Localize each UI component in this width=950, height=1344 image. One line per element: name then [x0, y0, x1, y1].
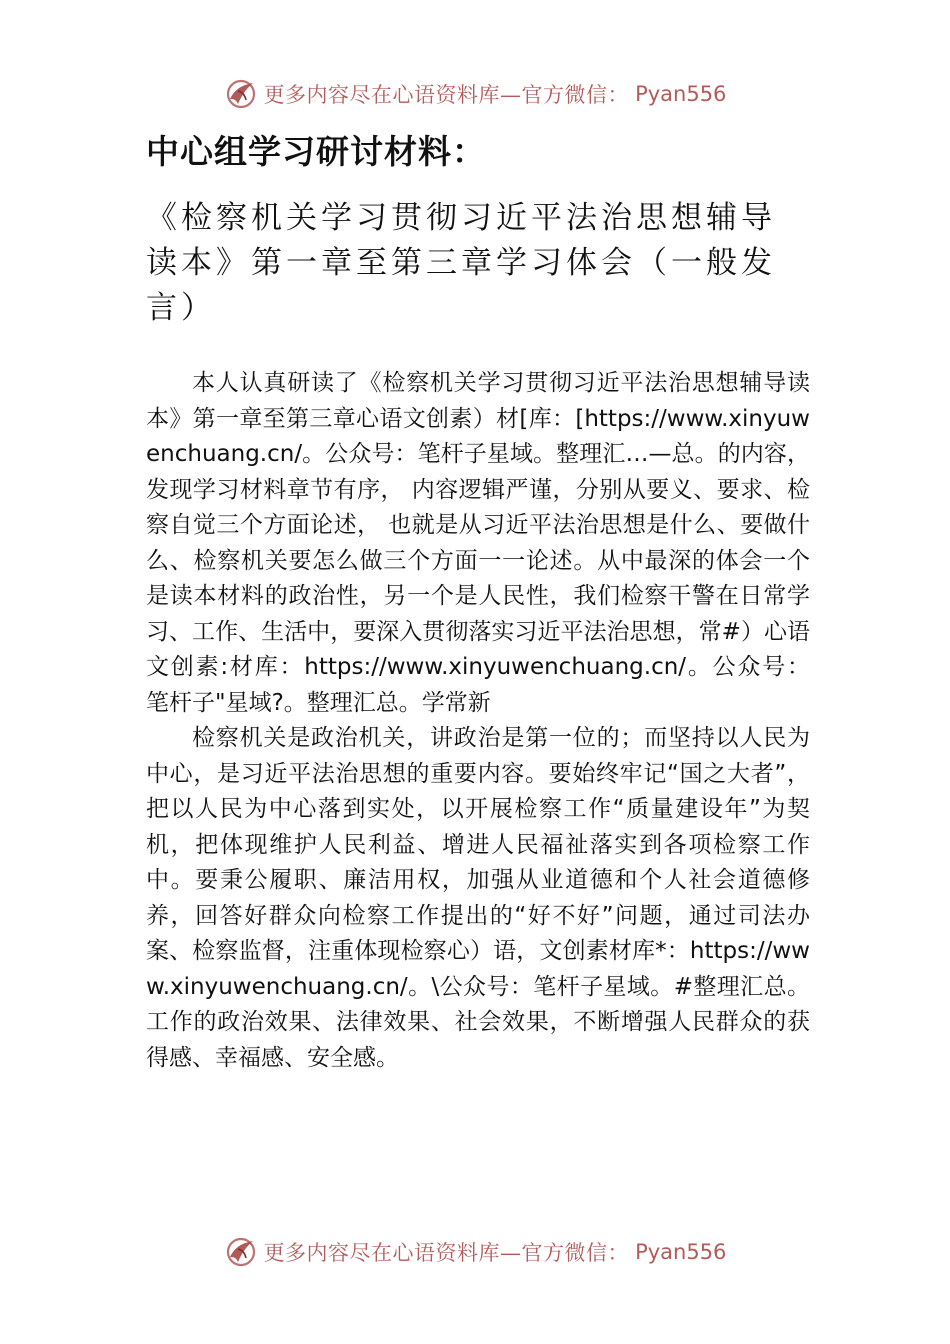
- document-subtitle: 《检察机关学习贯彻习近平法治思想辅导读本》第一章至第三章学习体会（一般发言）: [146, 200, 776, 326]
- body-paragraph-2: 检察机关是政治机关，讲政治是第一位的；而坚持以人民为中心，是习近平法治思想的重要内容。要始终牢记“国之大者”，把以人民为中心落到实处，以开展检察工作“质量建设年”为契机，把体现维护人民利益、增进人民福祉落实到各项检察工作中。要秉公履职、廉洁用权，加强从业道德和个人社会道德修养，回答好群众向检察工作提出的“好不好”问题，通过司法办案、检察监督，注重体现检察心）语，文创素材库*：https://www.xinyuwenchuang.cn/。\公众号：笔杆子星域。#整理汇总。工作的政治效果、法律效果、社会效果，不断增强人民群众的获得感、幸福感、安全感。: [146, 725, 810, 1071]
- banner-text: 更多内容尽在心语资料库—官方微信：: [263, 83, 630, 107]
- wechat-id: Pyan556: [635, 82, 727, 106]
- banner-text: 更多内容尽在心语资料库—官方微信：: [263, 1241, 630, 1265]
- document-heading: 中心组学习研讨材料：: [146, 132, 486, 171]
- brush-stroke-logo-icon: [224, 1235, 258, 1269]
- body-paragraph-1: 本人认真研读了《检察机关学习贯彻习近平法治思想辅导读本》第一章至第三章心语文创素）材[库：[https://www.xinyuwenchuang.cn/。公众号：笔杆子星域。整理汇…—总。的内容，发现学习材料章节有序， 内容逻辑严谨，分别从要义、要求、检察自觉三个方面论述， 也就是从习近平法治思想是什么、要做什么、检察机关要怎么做三个方面一一论述。从中最深的体会一个是读本材料的政治性，另一个是人民性，我们检察干警在日常学习、工作、生活中，要深入贯彻落实习近平法治思想，常#）心语文创素:材库：https://www.xinyuwenchuang.cn/。公众号：笔杆子"星域?。整理汇总。学常新: [146, 370, 810, 716]
- document-body: [146, 366, 810, 1076]
- wechat-id: Pyan556: [635, 1240, 727, 1264]
- footer-watermark-banner: [0, 1232, 950, 1272]
- brush-stroke-logo-icon: [224, 77, 258, 111]
- header-watermark-banner: [0, 74, 950, 114]
